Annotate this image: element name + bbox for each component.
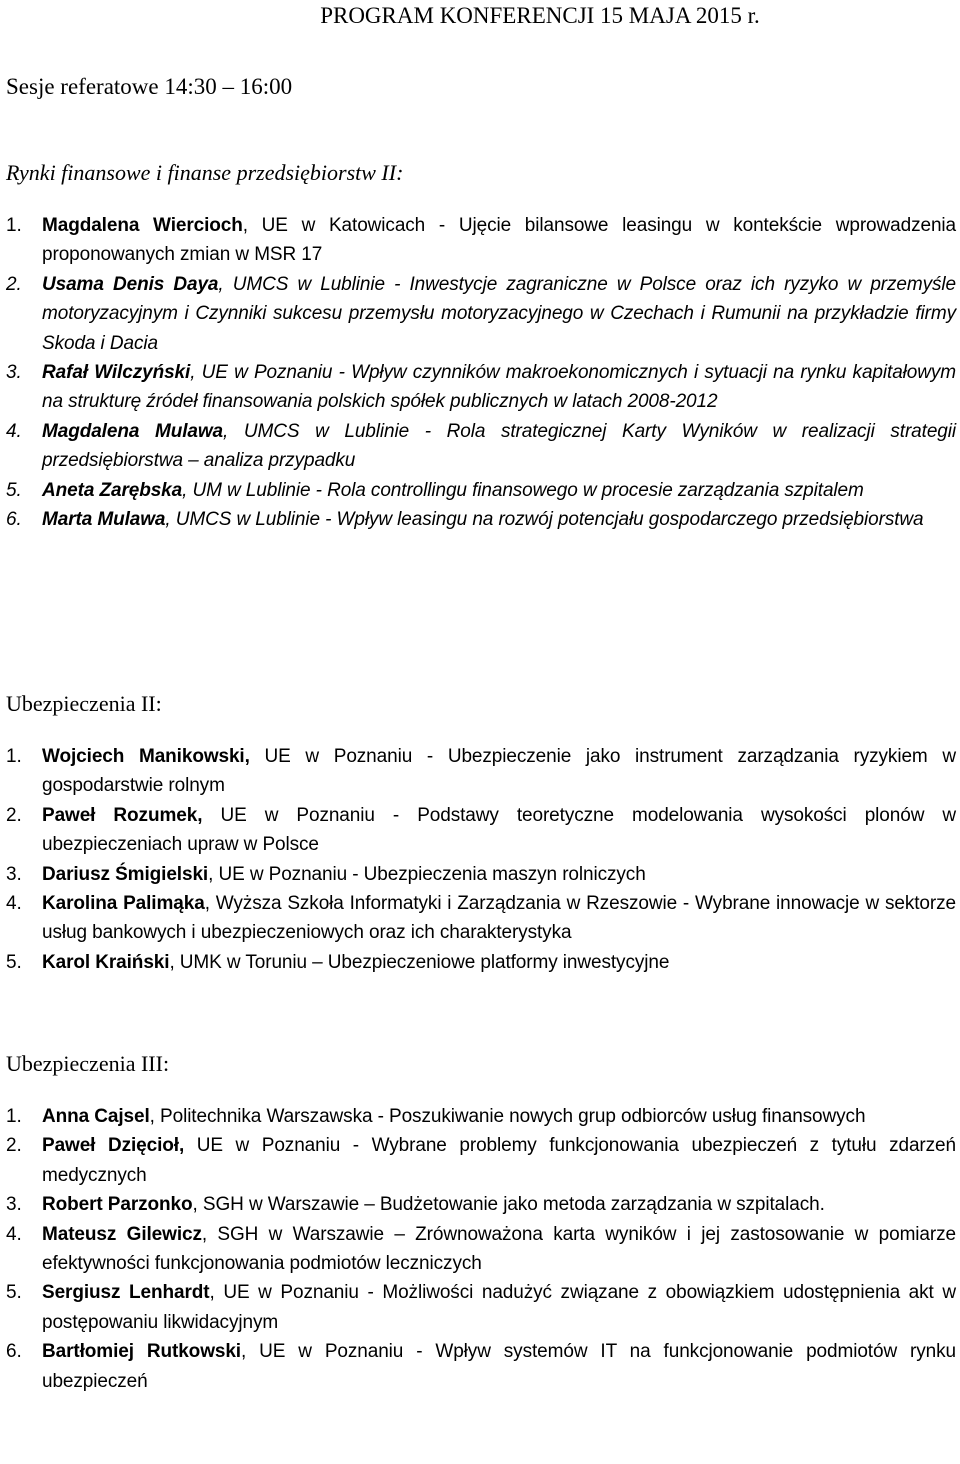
- talk-details: , UE w Poznaniu - Ubezpieczenia maszyn rolniczych: [208, 863, 646, 885]
- item-number: 1.: [6, 1106, 22, 1127]
- talk-item: [6, 476, 956, 505]
- speaker-name: Rafał Wilczyński: [42, 362, 191, 384]
- speaker-name: Mateusz Gilewicz: [42, 1223, 202, 1245]
- talk-details: , Wyższa Szkoła Informatyki i Zarządzania w Rzeszowie - Wybrane innowacje w sektorze usług bankowych i ubezpieczeniowych oraz ich charakterystyka: [42, 893, 956, 944]
- talk-list: [6, 211, 956, 534]
- talk-item: [6, 1190, 956, 1219]
- section-insurance-2: [6, 690, 956, 977]
- item-number: 6.: [6, 509, 22, 531]
- speaker-name: Paweł Dzięcioł,: [42, 1135, 185, 1157]
- speaker-name: Magdalena Mulawa: [42, 420, 223, 442]
- talk-item: [6, 1278, 956, 1337]
- item-number: 3.: [6, 863, 22, 885]
- item-number: 3.: [6, 362, 22, 384]
- talk-item: [6, 270, 956, 358]
- page-title: PROGRAM KONFERENCJI 15 MAJA 2015 r.: [320, 3, 760, 28]
- talk-item: [6, 505, 956, 534]
- speaker-name: Wojciech Manikowski,: [42, 746, 250, 767]
- item-number: 2.: [6, 1135, 22, 1157]
- item-number: 4.: [6, 420, 22, 442]
- talk-details: , SGH w Warszawie – Zrównoważona karta wyników i jej zastosowanie w pomiarze efektywności funkcjonowania podmiotów leczniczych: [42, 1223, 956, 1275]
- talk-details: , UE w Poznaniu - Wpływ czynników makroekonomicznych i sytuacji na rynku kapitałowym na strukturę źródeł finansowania polskich spółek publicznych w latach 2008-2012: [42, 362, 956, 413]
- item-number: 3.: [6, 1194, 22, 1216]
- talk-item: [6, 948, 956, 977]
- speaker-name: Paweł Rozumek,: [42, 804, 203, 826]
- section-finance: [6, 159, 956, 534]
- speaker-name: Sergiusz Lenhardt: [42, 1282, 210, 1304]
- item-number: 2.: [6, 273, 22, 295]
- section-heading: Rynki finansowe i finanse przedsiębiorstw II:: [6, 160, 404, 185]
- section-insurance-3: [6, 1050, 956, 1396]
- speaker-name: Marta Mulawa: [42, 509, 166, 531]
- talk-details: , UMCS w Lublinie - Wpływ leasingu na rozwój potencjału gospodarczego przedsiębiorstwa: [165, 509, 924, 531]
- item-number: 1.: [6, 746, 22, 767]
- section-heading: Ubezpieczenia III:: [6, 1051, 170, 1076]
- speaker-name: Karolina Palimąka: [42, 893, 205, 915]
- speaker-name: Usama Denis Daya: [42, 273, 219, 295]
- talk-item: [6, 417, 956, 476]
- item-number: 5.: [6, 479, 22, 501]
- talk-details: , UM w Lublinie - Rola controllingu finansowego w procesie zarządzania szpitalem: [182, 479, 864, 501]
- speaker-name: Anna Cajsel: [42, 1106, 150, 1127]
- talk-item: [6, 860, 956, 889]
- talk-item: [6, 801, 956, 860]
- talk-item: [6, 358, 956, 417]
- talk-details: UE w Poznaniu - Podstawy teoretyczne modelowania wysokości plonów w ubezpieczeniach upraw w Polsce: [42, 804, 956, 856]
- talk-details: , UMK w Toruniu – Ubezpieczeniowe platformy inwestycyjne: [169, 951, 670, 973]
- talk-item: [6, 1102, 956, 1131]
- speaker-name: Karol Kraiński: [42, 951, 170, 973]
- talk-list: [6, 742, 956, 977]
- item-number: 5.: [6, 1282, 22, 1304]
- talk-details: , UMCS w Lublinie - Rola strategicznej Karty Wyników w realizacji strategii przedsiębiorstwa – analiza przypadku: [42, 420, 957, 472]
- talk-details: , UE w Poznaniu - Możliwości nadużyć związane z obowiązkiem udostępnienia akt w postępowaniu likwidacyjnym: [42, 1282, 956, 1333]
- talk-details: , SGH w Warszawie – Budżetowanie jako metoda zarządzania w szpitalach.: [192, 1194, 825, 1216]
- speaker-name: Robert Parzonko: [42, 1194, 193, 1216]
- talk-item: [6, 889, 956, 948]
- section-heading: Ubezpieczenia II:: [6, 691, 162, 716]
- talk-details: UE w Poznaniu - Wybrane problemy funkcjonowania ubezpieczeń z tytułu zdarzeń medycznych: [42, 1135, 956, 1186]
- talk-details: , UE w Poznaniu - Wpływ systemów IT na funkcjonowanie podmiotów rynku ubezpieczeń: [42, 1341, 956, 1392]
- item-number: 6.: [6, 1341, 22, 1363]
- talk-item: [6, 1220, 956, 1279]
- talk-item: [6, 211, 956, 270]
- item-number: 4.: [6, 893, 22, 915]
- talk-item: [6, 742, 956, 801]
- talk-item: [6, 1131, 956, 1190]
- item-number: 5.: [6, 951, 22, 973]
- speaker-name: Dariusz Śmigielski: [42, 863, 209, 885]
- talk-details: , UE w Katowicach - Ujęcie bilansowe leasingu w kontekście wprowadzenia proponowanych zmian w MSR 17: [42, 215, 956, 266]
- talk-details: , UMCS w Lublinie - Inwestycje zagraniczne w Polsce oraz ich ryzyko w przemyśle motoryzacyjnym i Czynniki sukcesu przemysłu motoryzacyjnego w Czechach i Rumunii na przykładzie firmy Skoda i Dacia: [42, 273, 956, 354]
- talk-details: UE w Poznaniu - Ubezpieczenie jako instrument zarządzania ryzykiem w gospodarstwie rolnym: [42, 746, 956, 797]
- speaker-name: Bartłomiej Rutkowski: [42, 1341, 241, 1363]
- speaker-name: Aneta Zarębska: [42, 479, 183, 501]
- item-number: 1.: [6, 215, 22, 236]
- talk-details: , Politechnika Warszawska - Poszukiwanie nowych grup odbiorców usług finansowych: [149, 1106, 866, 1127]
- speaker-name: Magdalena Wiercioch: [42, 215, 243, 236]
- item-number: 2.: [6, 804, 22, 826]
- talk-item: [6, 1337, 956, 1396]
- talk-list: [6, 1102, 956, 1396]
- session-time: Sesje referatowe 14:30 – 16:00: [6, 74, 293, 99]
- item-number: 4.: [6, 1223, 22, 1245]
